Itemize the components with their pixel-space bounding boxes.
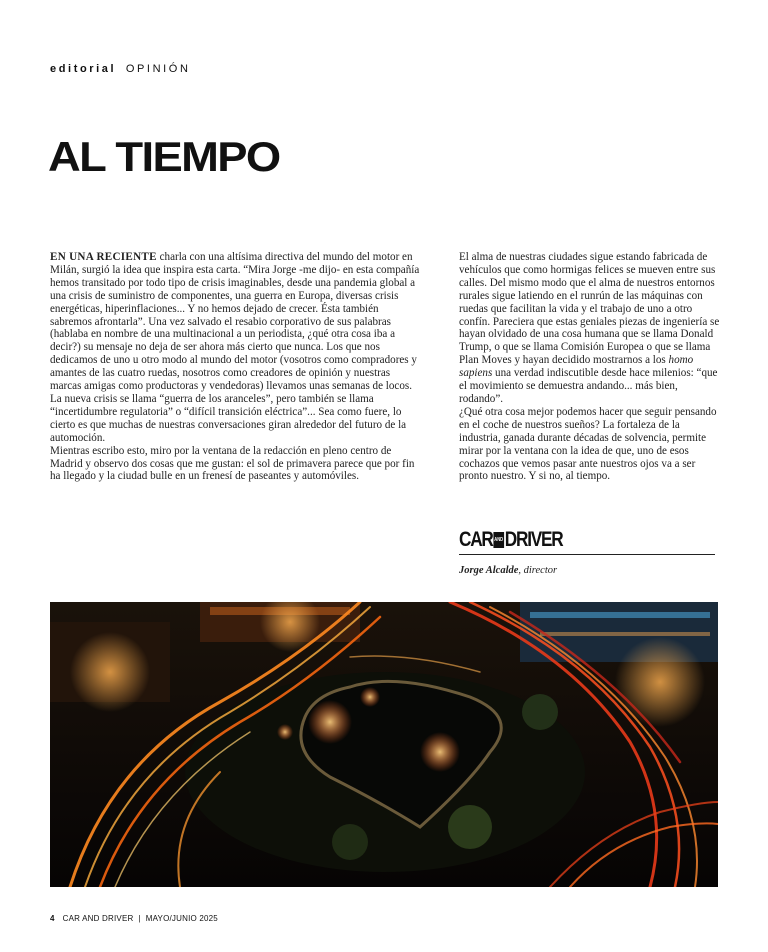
- article-paragraph-1: [50, 251, 420, 445]
- magazine-name: CAR AND DRIVER: [62, 914, 134, 923]
- italic-text: homo sapiens: [459, 354, 694, 380]
- signature-divider: [459, 554, 715, 555]
- article-paragraph-3: [459, 251, 721, 406]
- article-left-column: [50, 251, 420, 483]
- logo-car: CAR: [459, 528, 493, 551]
- footer-separator: |: [138, 914, 141, 923]
- paragraph-text: una verdad indiscutible desde hace milenios: “que el movimiento se demuestra andando... más bien, rodando”.: [459, 367, 718, 405]
- page-number: 4: [50, 914, 55, 923]
- issue-date: MAYO/JUNIO 2025: [145, 914, 218, 923]
- article-paragraph-2: Mientras escribo esto, miro por la ventana de la redacción en pleno centro de Madrid y observo dos cosas que me gustan: el sol de primavera parece que por fin ha llegado y la ciudad bulle en un frenesí de paseantes y automóviles.: [50, 444, 415, 483]
- page-footer: [50, 914, 218, 923]
- article-paragraph-4: ¿Qué otra cosa mejor podemos hacer que seguir pensando en el coche de nuestros sueños? La fortaleza de la industria, ganada durante décadas de solvencia, permite mirar por la ventana con la idea de que, uno de esos cochazos que vemos pasar ante nuestros ojos va a ser pronto nuestro. Y si no, al tiempo.: [459, 405, 717, 483]
- section-label: [50, 63, 191, 75]
- headline: AL TIEMPO: [48, 133, 280, 180]
- logo-and: AND: [493, 532, 504, 548]
- section-kicker: editorial: [50, 63, 117, 75]
- section-category: OPINIÓN: [125, 63, 191, 75]
- author-name: Jorge Alcalde: [459, 565, 519, 576]
- article-right-column: [459, 251, 721, 483]
- photo-illustration: [50, 602, 718, 887]
- lead-in: EN UNA RECIENTE: [50, 251, 157, 263]
- paragraph-text: charla con una altísima directiva del mundo del motor en Milán, surgió la idea que inspira esta carta. “Mira Jorge -me dijo- en esta compañía hemos transitado por todo tipo de crisis imaginables, desde una pandemia global a una crisis de suministro de componentes, una guerra en Europa, diversas crisis energéticas, hiperinflaciones... Y no hemos dejado de crecer. Ésta también sabremos afrontarla”. Una vez salvado el resabio corporativo de sus palabras (hablaba en nombre de una multinacional a un periodista, ¿qué otra cosa iba a decir?) su mensaje no deja de ser ahora más cierto que nunca. Los que nos dedicamos de uno u otro modo al mundo del motor (vosotros como compradores y amantes de las cuatro ruedas, nosotros como creadores de opinión y nuestras marcas amigas como productoras y vendedoras) llevamos unas semanas de locos. La nueva crisis se llama “guerra de los aranceles”, pero también se llama “incertidumbre regulatoria” o “difícil transición eléctrica”... Sea como fuere, lo cierto es que muchas de nuestras conversaciones giran alrededor del futuro de la automoción.: [50, 251, 420, 444]
- roundabout-night-photo: [50, 602, 718, 887]
- car-and-driver-logo: [459, 529, 562, 551]
- author-role: , director: [518, 565, 558, 576]
- logo-driver: DRIVER: [504, 528, 563, 551]
- paragraph-text: El alma de nuestras ciudades sigue estando fabricada de vehículos que como hormigas felices se mueven entre sus calles. Del mismo modo que el alma de nuestros entornos rurales sigue latiendo en el runrún de las máquinas con ruedas que facilitan la vida y el trabajo de uno a otro confín. Pareciera que estas geniales piezas de ingeniería se hayan olvidado de una cosa humana que se llama Donald Trump, o que se llama Comisión Europea o que se llama Plan Moves y hayan decidido mostrarnos a los: [459, 251, 720, 367]
- signature: [459, 565, 557, 576]
